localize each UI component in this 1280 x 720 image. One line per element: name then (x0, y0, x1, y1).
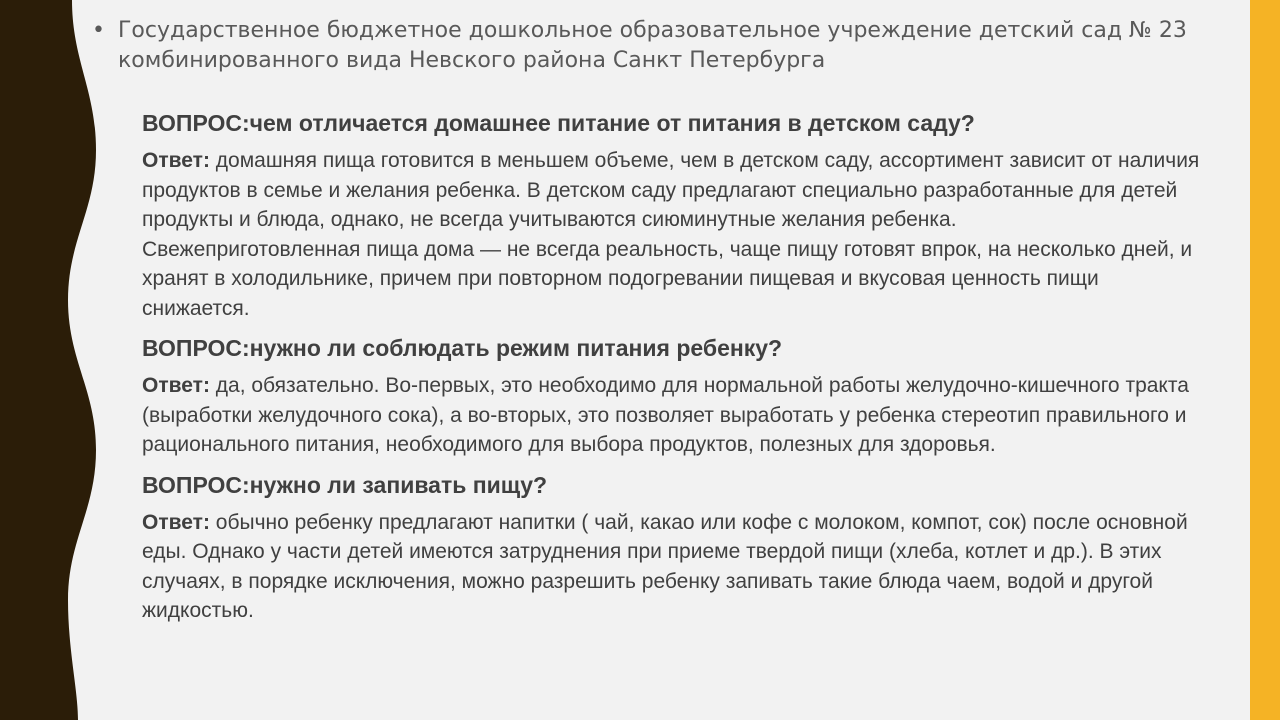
answer-label: Ответ: (142, 510, 210, 534)
qa-block-3 (142, 470, 1202, 626)
answer-3-paragraph-1 (142, 508, 1202, 626)
qa-content (142, 108, 1202, 636)
slide-header (92, 16, 1192, 76)
answer-2 (142, 371, 1202, 460)
answer-text: домашняя пища готовится в меньшем объеме, чем в детском саду, ассортимент зависит от наличия продуктов в семье и желания ребенка. В детском саду предлагают специально разработанные для детей продукты и блюда, однако, не всегда учитываются сиюминутные желания ребенка. (142, 149, 1200, 231)
bullet-icon: • (92, 18, 105, 43)
answer-3 (142, 508, 1202, 626)
qa-block-1 (142, 108, 1202, 323)
answer-label: Ответ: (142, 374, 210, 397)
answer-1 (142, 146, 1202, 323)
header-line-1: Государственное бюджетное дошкольное образовательное учреждение детский сад № 23 (118, 18, 1187, 43)
qa-block-2 (142, 333, 1202, 460)
answer-1-paragraph-1 (142, 146, 1202, 235)
left-wavy-border (0, 0, 100, 720)
question-3: ВОПРОС:нужно ли запивать пищу? (142, 471, 548, 498)
question-2: ВОПРОС:нужно ли соблюдать режим питания ребенку? (142, 335, 783, 361)
answer-label: Ответ: (142, 149, 210, 172)
question-1: ВОПРОС:чем отличается домашнее питание от питания в детском саду? (142, 110, 975, 136)
right-accent-band (1250, 0, 1280, 720)
answer-text: да, обязательно. Во-первых, это необходимо для нормальной работы желудочно-кишечного тракта (выработки желудочного сока), а во-вторых, это позволяет выработать у ребенка стереотип правильного и рационального питания, необходимого для выбора продуктов, полезных для здоровья. (142, 374, 1189, 456)
answer-1-paragraph-2: Свежеприготовленная пища дома — не всегда реальность, чаще пищу готовят впрок, на несколько дней, и хранят в холодильнике, причем при повторном подогревании пищевая и вкусовая ценность пищи снижается. (142, 237, 1193, 320)
answer-2-paragraph-1 (142, 371, 1202, 460)
header-line-2: комбинированного вида Невского района Санкт Петербурга (118, 48, 826, 73)
answer-text: обычно ребенку предлагают напитки ( чай, какао или кофе с молоком, компот, сок) после основной еды. Однако у части детей имеются затруднения при приеме твердой пищи (хлеба, котлет и др.). В этих случаях, в порядке исключения, можно разрешить ребенку запивать такие блюда чаем, водой и другой жидкостью. (142, 510, 1188, 622)
